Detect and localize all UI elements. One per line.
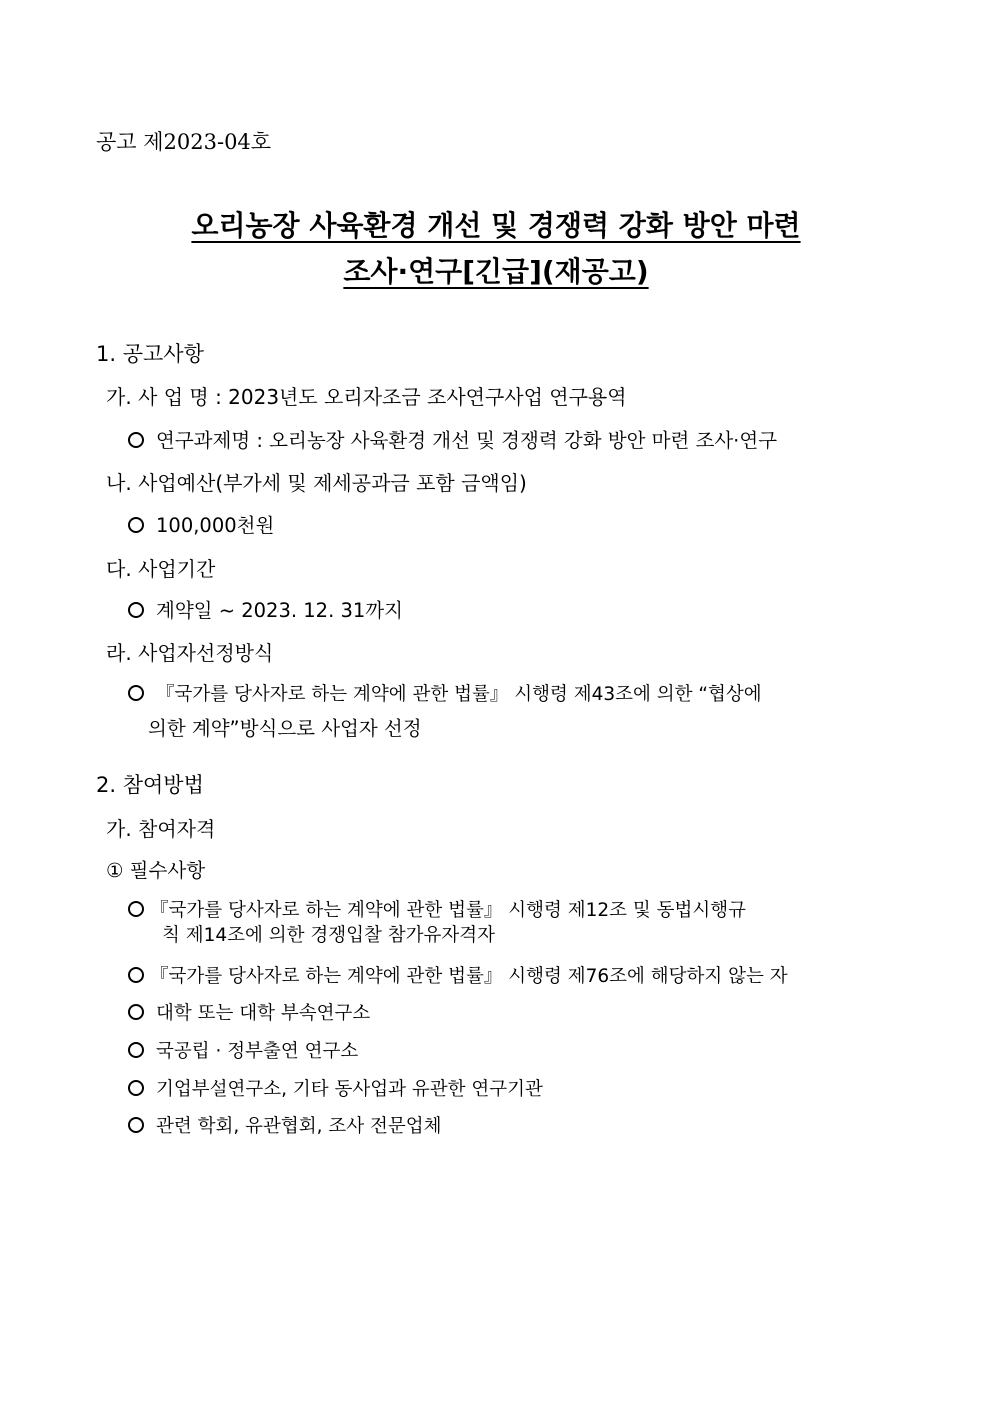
bullet-circle-icon: [128, 602, 144, 618]
section-1-da-label: 다. 사업기간: [106, 557, 216, 581]
bullet-circle-icon: [128, 432, 144, 448]
section-1-da-item: 계약일 ~ 2023. 12. 31까지: [128, 595, 403, 623]
requirement-item-continuation: 칙 제14조에 의한 경쟁입찰 참가유자격자: [162, 925, 496, 946]
section-1-ra-item-line2: 의한 계약”방식으로 사업자 선정: [148, 717, 422, 740]
title-line-1: 오리농장 사육환경 개선 및 경쟁력 강화 방안 마련: [191, 209, 801, 242]
requirement-item: 국공립 · 정부출연 연구소: [128, 1037, 358, 1063]
bullet-circle-icon: [128, 967, 144, 983]
requirement-item: 『국가를 당사자로 하는 계약에 관한 법률』 시행령 제12조 및 동법시행규: [128, 896, 746, 922]
requirement-item: 기업부설연구소, 기타 동사업과 유관한 연구기관: [128, 1075, 543, 1101]
requirement-item: 『국가를 당사자로 하는 계약에 관한 법률』 시행령 제76조에 해당하지 않는 자: [128, 962, 788, 988]
section-1-ga-label: 가. 사 업 명 : 2023년도 오리자조금 조사연구사업 연구용역: [106, 385, 627, 409]
bullet-circle-icon: [128, 685, 144, 701]
requirement-item: 대학 또는 대학 부속연구소: [128, 999, 370, 1025]
bullet-circle-icon: [128, 517, 144, 533]
bullet-circle-icon: [128, 1117, 144, 1133]
section-2-ga-sub-label: ① 필수사항: [106, 859, 206, 882]
section-2-ga-label: 가. 참여자격: [106, 817, 216, 841]
section-1-ra-label: 라. 사업자선정방식: [106, 641, 274, 665]
section-1-ra-item-line1: 『국가를 당사자로 하는 계약에 관한 법률』 시행령 제43조에 의한 “협상에: [128, 680, 762, 706]
section-1-ga-item: 연구과제명 : 오리농장 사육환경 개선 및 경쟁력 강화 방안 마련 조사·연구: [128, 425, 777, 453]
section-1-na-item: 100,000천원: [128, 510, 274, 538]
section-1-heading: 1. 공고사항: [96, 342, 204, 366]
section-2-heading: 2. 참여방법: [96, 773, 204, 797]
bullet-circle-icon: [128, 1080, 144, 1096]
bullet-circle-icon: [128, 901, 144, 917]
title-line-2: 조사·연구[긴급](재공고): [343, 255, 649, 288]
notice-number: 공고 제2023-04호: [96, 130, 272, 154]
requirement-item: 관련 학회, 유관협회, 조사 전문업체: [128, 1112, 441, 1138]
bullet-circle-icon: [128, 1042, 144, 1058]
bullet-circle-icon: [128, 1004, 144, 1020]
section-1-na-label: 나. 사업예산(부가세 및 제세공과금 포함 금액임): [106, 471, 527, 495]
